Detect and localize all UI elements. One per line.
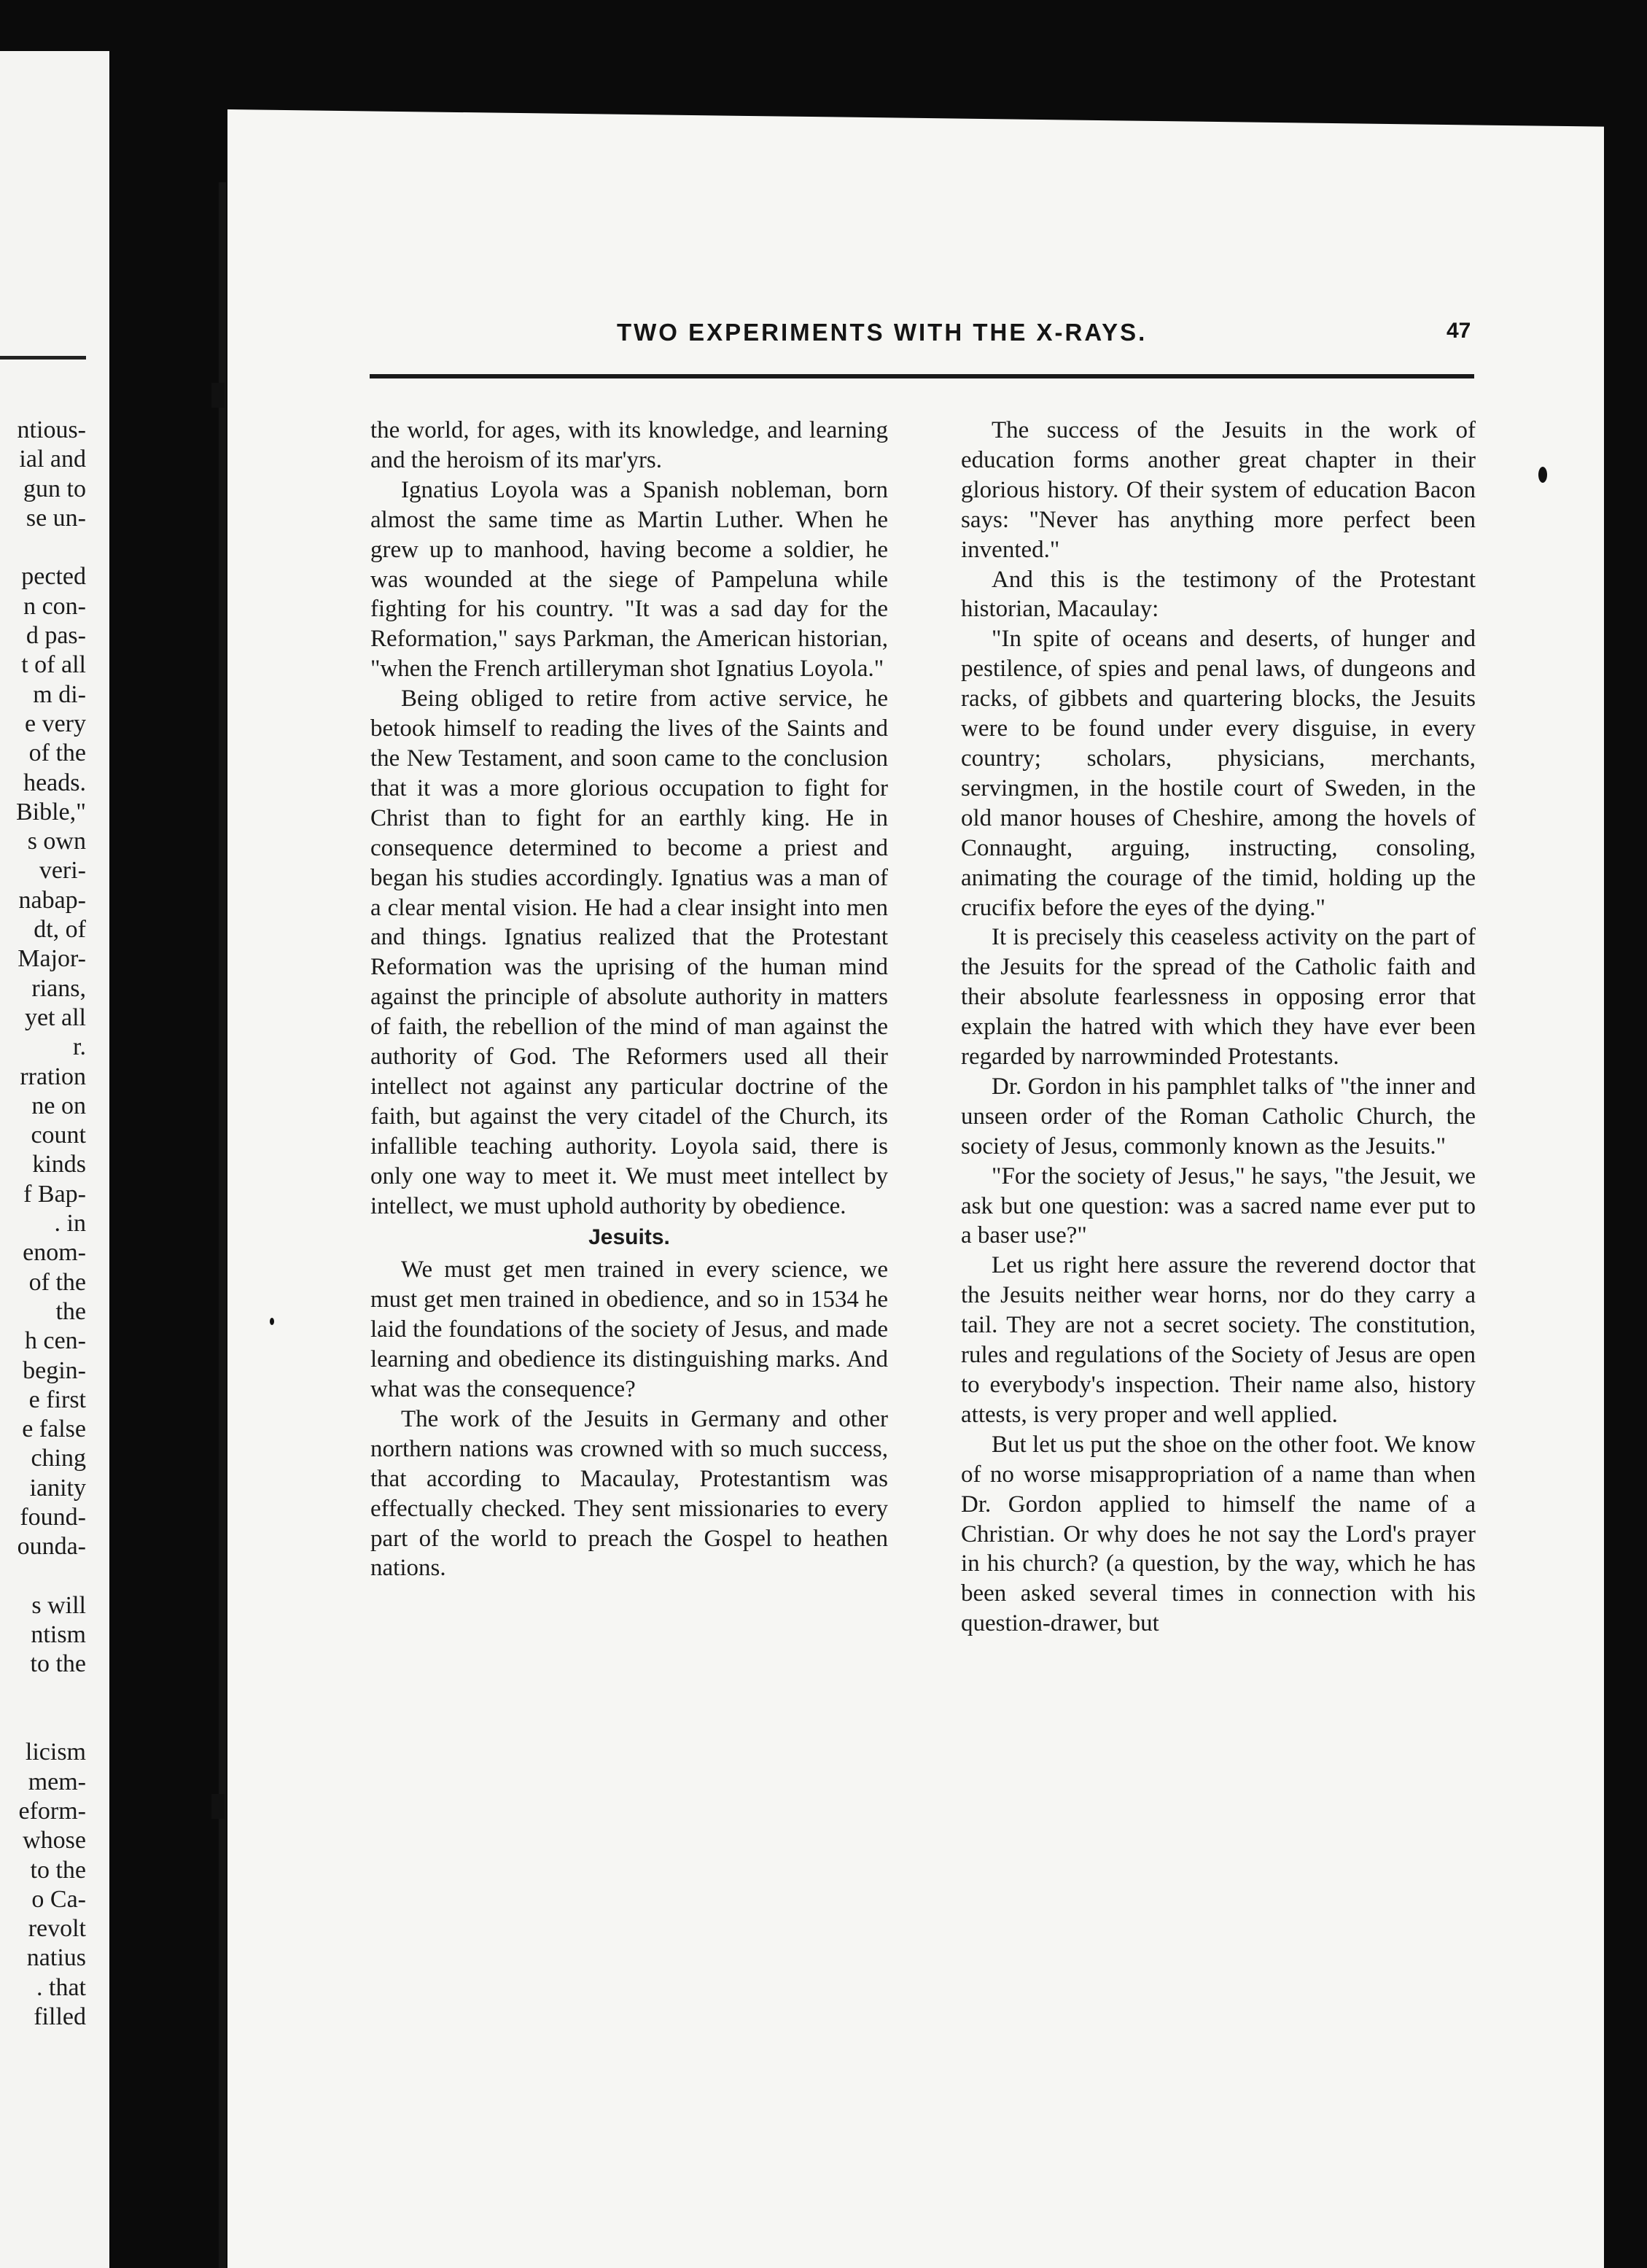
facing-page-line: yet all — [24, 1003, 86, 1031]
facing-page-line: m di- — [33, 680, 86, 708]
facing-page-line: ching — [31, 1445, 86, 1472]
facing-page-line: ial and — [19, 446, 86, 473]
facing-page-line: . that — [36, 1973, 86, 2001]
ink-speck — [270, 1318, 274, 1325]
facing-page-line — [0, 533, 86, 562]
facing-page-line: pected — [21, 563, 86, 591]
facing-page-line: s will — [31, 1591, 86, 1619]
article-right-column — [961, 416, 1476, 1639]
page-edge-shadow — [219, 182, 226, 2268]
facing-page-line: whose — [23, 1827, 86, 1855]
facing-page-line: rians, — [31, 974, 86, 1002]
facing-page-line: count — [31, 1122, 86, 1149]
facing-page-line: ianity — [29, 1474, 86, 1502]
facing-page-line: heads. — [23, 769, 86, 796]
facing-page-line: . in — [54, 1210, 86, 1238]
facing-page-line: natius — [26, 1944, 86, 1972]
margin-tick — [211, 383, 225, 408]
paragraph: "In spite of oceans and deserts, of hunger and pestilence, of spies and penal laws, of dungeons and racks, of gibbets and quartering blocks, the Jesuits were to be found under every disguise, in every country; scholars, physicians, merchants, servingmen, in the hostile court of Sweden, in the old manor houses of Cheshire, among the hovels of Connaught, arguing, instructing, consoling, animating the courage of the timid, holding up the crucifix before the eyes of the dying." — [961, 626, 1476, 921]
facing-page-line: Bible," — [15, 798, 86, 826]
paragraph: Let us right here assure the reverend doctor that the Jesuits neither wear horns, nor do they carry a tail. They are not a secret society. The constitution, rules and regulations of the Society of Jesus are open to everybody's inspection. Their name also, history attests, is very proper and well applied. — [961, 1252, 1476, 1428]
paragraph: "For the society of Jesus," he says, "the Jesuit, we ask but one question: was a sacred name ever put to a baser use?" — [961, 1162, 1476, 1249]
facing-page-line: Major- — [17, 945, 86, 973]
facing-page-line: veri- — [39, 857, 86, 885]
facing-page-line: e very — [24, 710, 86, 737]
facing-page-line: r. — [73, 1033, 86, 1061]
paragraph: The work of the Jesuits in Germany and other northern nations was crowned with so much success, that according to Macaulay, Protestantism was effectually checked. They sent missionaries to every part of the world to preach the Gospel to heathen nations. — [370, 1405, 888, 1582]
facing-page-rule — [0, 356, 86, 360]
facing-page-line: licism — [25, 1739, 86, 1766]
paragraph: The success of the Jesuits in the work of education forms another great chapter in their glorious history. Of their system of education Bacon says: "Never has anything more perfect been invented." — [961, 417, 1476, 563]
facing-page-line: revolt — [28, 1915, 86, 1943]
facing-page-line: s own — [27, 828, 86, 855]
section-heading: Jesuits. — [588, 1225, 670, 1250]
facing-page-fragment — [0, 51, 109, 2268]
facing-page-line: n con- — [23, 592, 86, 620]
paragraph: We must get men trained in every science, we must get men trained in obedience, and so in 1534 he laid the foundations of the society of Jesus, and made learning and obedience its distinguishing marks. And what was the consequence? — [370, 1257, 888, 1402]
facing-page-line: begin- — [23, 1356, 86, 1384]
facing-page-line — [0, 1679, 86, 1709]
header-rule — [370, 374, 1474, 378]
facing-page-line: gun to — [23, 475, 86, 502]
facing-page-line: ntism — [31, 1621, 86, 1649]
facing-page-line — [0, 1562, 86, 1591]
facing-page-line: nabap- — [18, 886, 86, 914]
paragraph: And this is the testimony of the Protestant historian, Macaulay: — [961, 566, 1476, 623]
paragraph: It is precisely this ceaseless activity on the part of the Jesuits for the spread of the Catholic faith and their absolute fearlessness in opposing error that explain the hatred with which they have ever been regarded by narrowminded Protestants. — [961, 924, 1476, 1071]
facing-page-line: the — [55, 1297, 86, 1325]
page-number: 47 — [1447, 319, 1471, 343]
facing-page-line: o Ca- — [31, 1885, 86, 1913]
facing-page-line: d pas- — [26, 622, 86, 650]
paragraph: Being obliged to retire from active service, he betook himself to reading the lives of the Saints and the New Testament, and soon came to the conclusion that it was a more glorious occupation to fight for Christ than to fight for an earthly king. He in consequence determined to become a priest and began his studies accordingly. Ignatius was a man of a clear mental vision. He had a clear insight into men and things. Ignatius realized that the Protestant Reformation was the uprising of the human mind against the principle of absolute authority in matters of faith, the rebellion of the mind of man against the authority of God. The Reformers used all their intellect not against any particular doctrine of the faith, but against the very citadel of the Church, its infallible teaching authority. Loyola said, there is only one way to meet it. We must meet intellect by intellect, we must uphold authority by obedience. — [370, 686, 888, 1219]
paragraph: the world, for ages, with its knowledge, and learning and the heroism of its mar'yrs. — [370, 417, 888, 473]
facing-page-line: to the — [30, 1650, 86, 1678]
facing-page-line: of the — [28, 739, 86, 767]
facing-page-line: enom- — [23, 1239, 86, 1267]
running-head-title: TWO EXPERIMENTS WITH THE X-RAYS. — [617, 319, 1148, 346]
facing-page-line: dt, of — [34, 916, 86, 944]
facing-page-line: ntious- — [17, 416, 86, 443]
facing-page-line: ounda- — [17, 1533, 86, 1561]
facing-page-line: rration — [20, 1063, 86, 1090]
facing-page-line: e first — [28, 1386, 86, 1413]
paragraph: But let us put the shoe on the other foot. We know of no worse misappropriation of a name than when Dr. Gordon applied to himself the name of a Christian. Or why does he not say the Lord's prayer in his church? (a question, by the way, which he has been asked several times in connection with his question-drawer, but — [961, 1431, 1476, 1637]
facing-page-line: found- — [20, 1503, 86, 1531]
facing-page-line: ne on — [31, 1092, 86, 1119]
facing-page-line: h cen- — [24, 1327, 86, 1355]
facing-page-line: t of all — [21, 651, 86, 679]
facing-page-line: to the — [30, 1856, 86, 1884]
paragraph: Ignatius Loyola was a Spanish nobleman, born almost the same time as Martin Luther. When he grew up to manhood, having become a soldier, he was wounded at the siege of Pampeluna while fighting for his country. "It was a sad day for the Reformation," says Parkman, the American historian, "when the French artilleryman shot Ignatius Loyola." — [370, 476, 888, 683]
facing-page-line — [0, 1709, 86, 1738]
facing-page-line: filled — [34, 2003, 86, 2031]
paragraph: Dr. Gordon in his pamphlet talks of "the inner and unseen order of the Roman Catholic Church, the society of Jesus, commonly known as the Jesuits." — [961, 1073, 1476, 1160]
facing-page-line: mem- — [28, 1768, 86, 1795]
facing-page-line: f Bap- — [23, 1180, 86, 1208]
facing-page-line: of the — [28, 1268, 86, 1296]
facing-page-line: e false — [22, 1415, 86, 1443]
facing-page-text — [0, 416, 86, 2032]
margin-tick — [211, 1794, 225, 1819]
facing-page-line: se un- — [26, 504, 86, 532]
article-left-column — [370, 416, 888, 1583]
facing-page-line: eform- — [18, 1797, 86, 1825]
facing-page-line: kinds — [32, 1151, 86, 1178]
ink-speck — [1538, 467, 1547, 483]
